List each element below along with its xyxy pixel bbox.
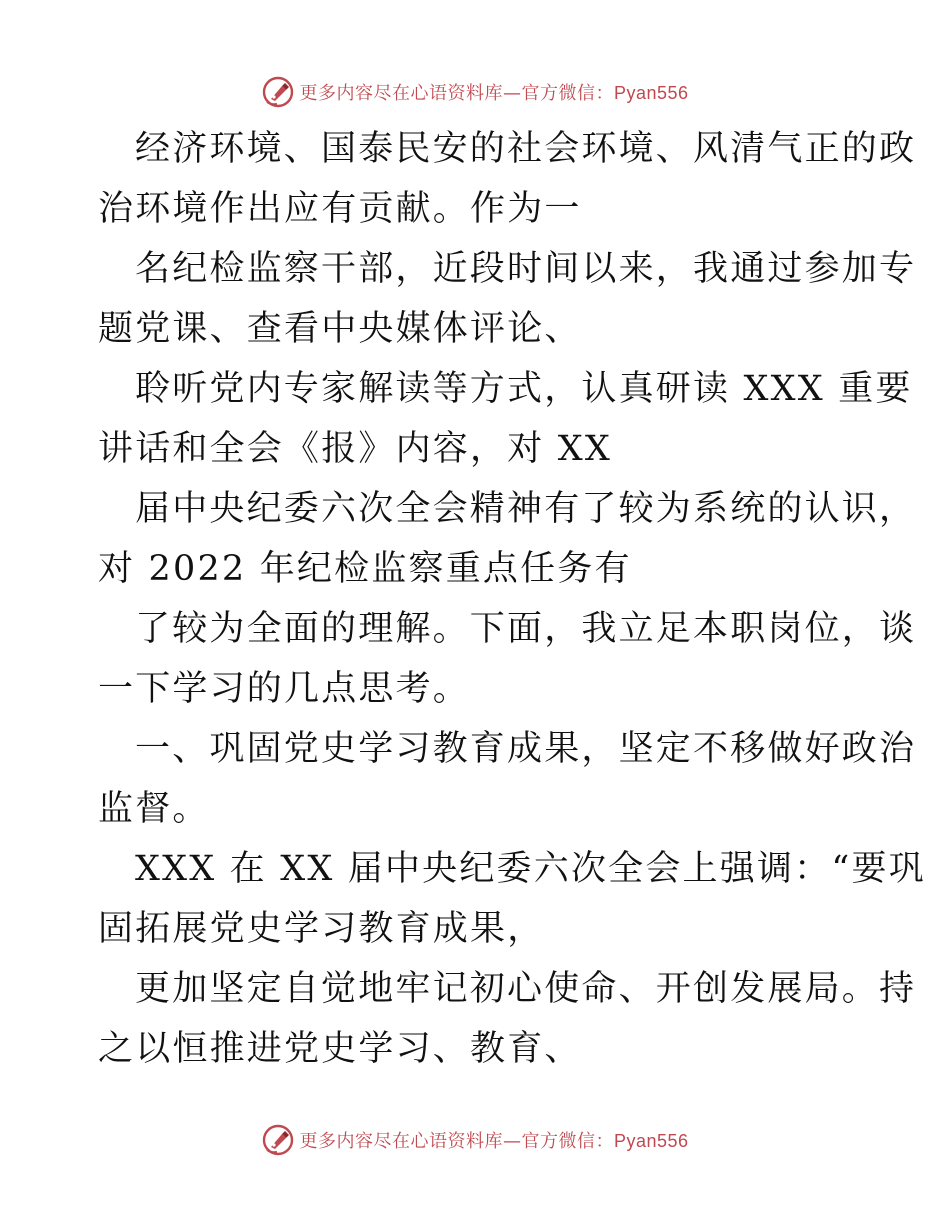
text-line: 讲话和全会《报》内容，对 XX: [98, 429, 612, 469]
text-line: 届中央纪委六次全会精神有了较为系统的认识，: [135, 489, 917, 529]
watermark-separator: —: [502, 83, 522, 104]
text-line: 题党课、查看中央媒体评论、: [98, 309, 582, 349]
footer-watermark: [0, 1120, 950, 1160]
text-line: XXX 在 XX 届中央纪委六次全会上强调：“要巩: [135, 849, 926, 889]
text-line: 治环境作出应有贡献。作为一: [98, 189, 582, 229]
text-line: 名纪检监察干部，近段时间以来，我通过参加专: [135, 249, 917, 289]
text-line: 固拓展党史学习教育成果，: [98, 909, 545, 949]
watermark-brand: 更多内容尽在心语资料库: [299, 1131, 503, 1152]
text-line: 聆听党内专家解读等方式，认真研读 XXX 重要: [135, 369, 913, 409]
watermark-handle: Pyan556: [613, 83, 689, 103]
text-line: 了较为全面的理解。下面，我立足本职岗位，谈: [135, 609, 917, 649]
text-line: 一下学习的几点思考。: [98, 669, 471, 709]
pen-nib-logo-icon: [261, 1123, 295, 1157]
pen-nib-logo-icon: [261, 75, 295, 109]
text-line: 之以恒推进党史学习、教育、: [98, 1029, 582, 1069]
watermark-handle: Pyan556: [613, 1131, 689, 1151]
text-line: 更加坚定自觉地牢记初心使命、开创发展局。持: [135, 969, 917, 1009]
text-line: 监督。: [98, 789, 210, 829]
watermark-separator: —: [502, 1131, 522, 1152]
watermark-suffix: 官方微信：: [521, 83, 614, 104]
text-line: 对 2022 年纪检监察重点任务有: [98, 549, 632, 589]
text-line: 一、巩固党史学习教育成果，坚定不移做好政治: [135, 729, 917, 769]
watermark-suffix: 官方微信：: [521, 1131, 614, 1152]
text-line: 经济环境、国泰民安的社会环境、风清气正的政: [135, 129, 917, 169]
watermark-text: [299, 79, 688, 105]
watermark-brand: 更多内容尽在心语资料库: [299, 83, 503, 104]
header-watermark: [0, 72, 950, 112]
watermark-text: [299, 1127, 688, 1153]
